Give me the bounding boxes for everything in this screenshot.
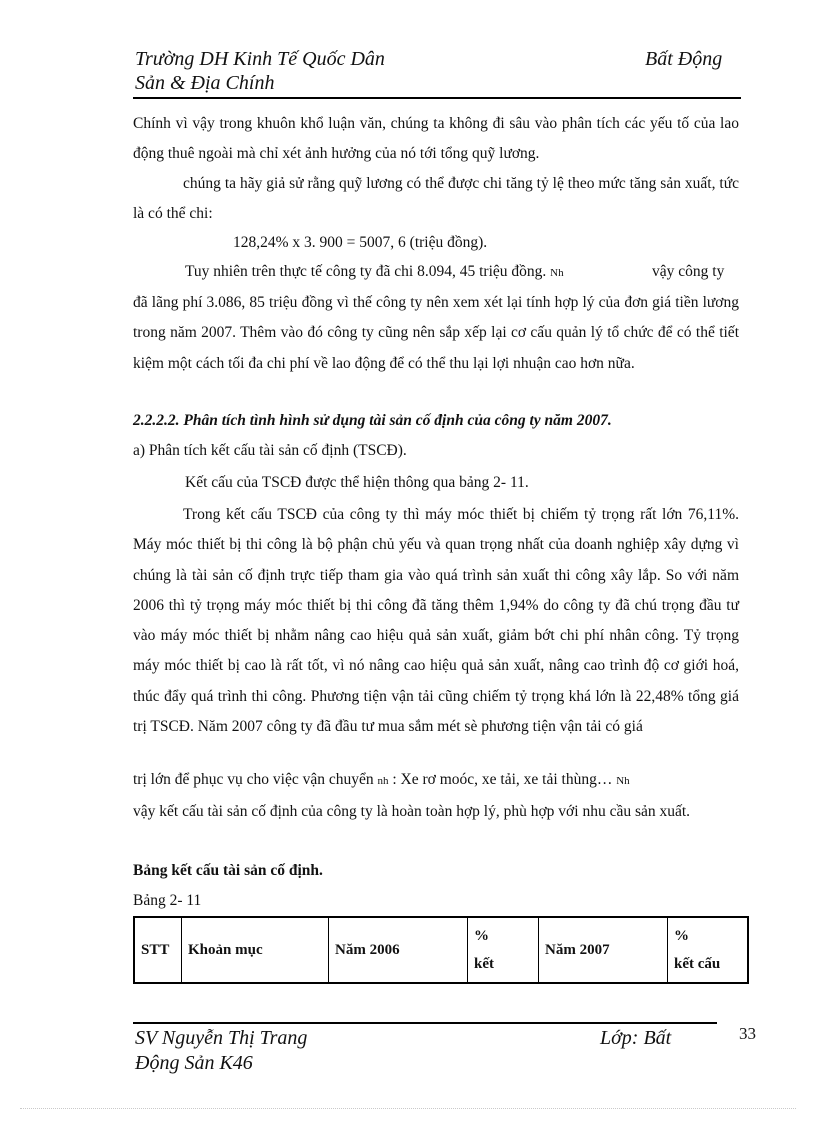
- footer-rule: [133, 1022, 717, 1024]
- paragraph-5-line-8: [133, 771, 630, 789]
- header-department: Bất Động: [645, 48, 723, 70]
- nh-mark-2: nh: [377, 775, 389, 787]
- page-number: 33: [739, 1024, 756, 1043]
- section-heading: 2.2.2.2. Phân tích tình hình sử dụng tài sản cố định của công ty năm 2007.: [133, 412, 612, 429]
- footer-class: Lớp: Bất: [600, 1027, 672, 1049]
- paragraph-5-end: vậy kết cấu tài sản cố định của công ty là hoàn toàn hợp lý, phù hợp với nhu cầu sản xuất.: [133, 803, 691, 820]
- paragraph-3-rest: đã lãng phí 3.086, 85 triệu đồng vì thế công ty nên xem xét lại tính hợp lý của đơn giá tiền lương trong năm 2007. Thêm vào đó công ty cũng nên sắp xếp lại cơ cấu quản lý tổ chức để có thể tiết kiệm một cách tối đa chi phí về lao động để có thể thu lại lợi nhuận cao hơn nữa.: [133, 294, 739, 372]
- nh-mark: Nh: [550, 267, 564, 279]
- table-title: Bảng kết cấu tài sản cố định.: [133, 862, 323, 879]
- table-label: Bảng 2- 11: [133, 892, 202, 909]
- col-pct-2007-line2: kết cấu: [674, 956, 721, 972]
- formula: 128,24% x 3. 900 = 5007, 6 (triệu đồng).: [233, 234, 488, 251]
- footer-class-cont: Động Sản K46: [135, 1052, 253, 1074]
- header-rule: [133, 97, 741, 99]
- paragraph-3-start: [185, 263, 564, 281]
- col-pct-2007-line1: %: [674, 928, 689, 944]
- col-pct-2006-line1: %: [474, 928, 489, 944]
- col-year-2007: Năm 2007: [539, 917, 668, 983]
- table-header-row: [134, 917, 748, 983]
- col-year-2006: Năm 2006: [329, 917, 468, 983]
- col-pct-2007: [668, 917, 749, 983]
- fixed-assets-table: [133, 916, 749, 984]
- nh-mark-3: Nh: [616, 775, 630, 787]
- paragraph-5-text-a: trị lớn để phục vụ cho việc vận chuyển: [133, 771, 374, 788]
- page-bottom-dotted-line: [20, 1108, 796, 1109]
- paragraph-1: Chính vì vậy trong khuôn khổ luận văn, chúng ta không đi sâu vào phân tích các yếu tố của lao động thuê ngoài mà chỉ xét ảnh hưởng của nó tới tổng quỹ lương.: [133, 115, 739, 163]
- footer-student: SV Nguyễn Thị Trang: [135, 1027, 308, 1049]
- col-pct-2006-line2: kết: [474, 956, 494, 972]
- col-pct-2006: [468, 917, 539, 983]
- subsection-a: a) Phân tích kết cấu tài sản cố định (TSCĐ).: [133, 442, 407, 459]
- paragraph-3-text-b: vậy công ty: [652, 263, 725, 280]
- paragraph-3-text-a: Tuy nhiên trên thực tế công ty đã chi 8.094, 45 triệu đồng.: [185, 263, 547, 280]
- paragraph-5: Trong kết cấu TSCĐ của công ty thì máy móc thiết bị chiếm tỷ trọng rất lớn 76,11%. Máy móc thiết bị thi công là bộ phận chủ yếu và quan trọng nhất của doanh nghiệp xây dựng vì chúng là tài sản cố định trực tiếp tham gia vào quá trình sản xuất thi công xây lắp. So với năm 2006 thì tỷ trọng máy móc thiết bị thi công đã tăng thêm 1,94% do công ty đã chú trọng đầu tư vào máy móc thiết bị nhằm nâng cao hiệu quả sản xuất, giảm bớt chi phí nhân công. Tỷ trọng máy móc thiết bị cao là rất tốt, vì nó nâng cao hiệu quả sản xuất, nâng cao trình độ cơ giới hoá, thúc đẩy quá trình thi công. Phương tiện vận tải cũng chiếm tỷ trọng khá lớn là 22,48% tổng giá trị TSCĐ. Năm 2007 công ty đã đầu tư mua sắm mét sè phương tiện vận tải có giá: [133, 506, 739, 736]
- header-department-cont: Sản & Địa Chính: [135, 72, 275, 94]
- header-school: Trường DH Kinh Tế Quốc Dân: [135, 48, 385, 70]
- col-item: Khoản mục: [182, 917, 329, 983]
- paragraph-2: chúng ta hãy giả sử rằng quỹ lương có thể được chi tăng tỷ lệ theo mức tăng sản xuất, tức là có thể chi:: [133, 175, 739, 223]
- paragraph-4: Kết cấu của TSCĐ được thể hiện thông qua bảng 2- 11.: [185, 474, 529, 491]
- paragraph-5-text-b: : Xe rơ moóc, xe tải, xe tải thùng…: [392, 771, 613, 788]
- col-stt: STT: [134, 917, 182, 983]
